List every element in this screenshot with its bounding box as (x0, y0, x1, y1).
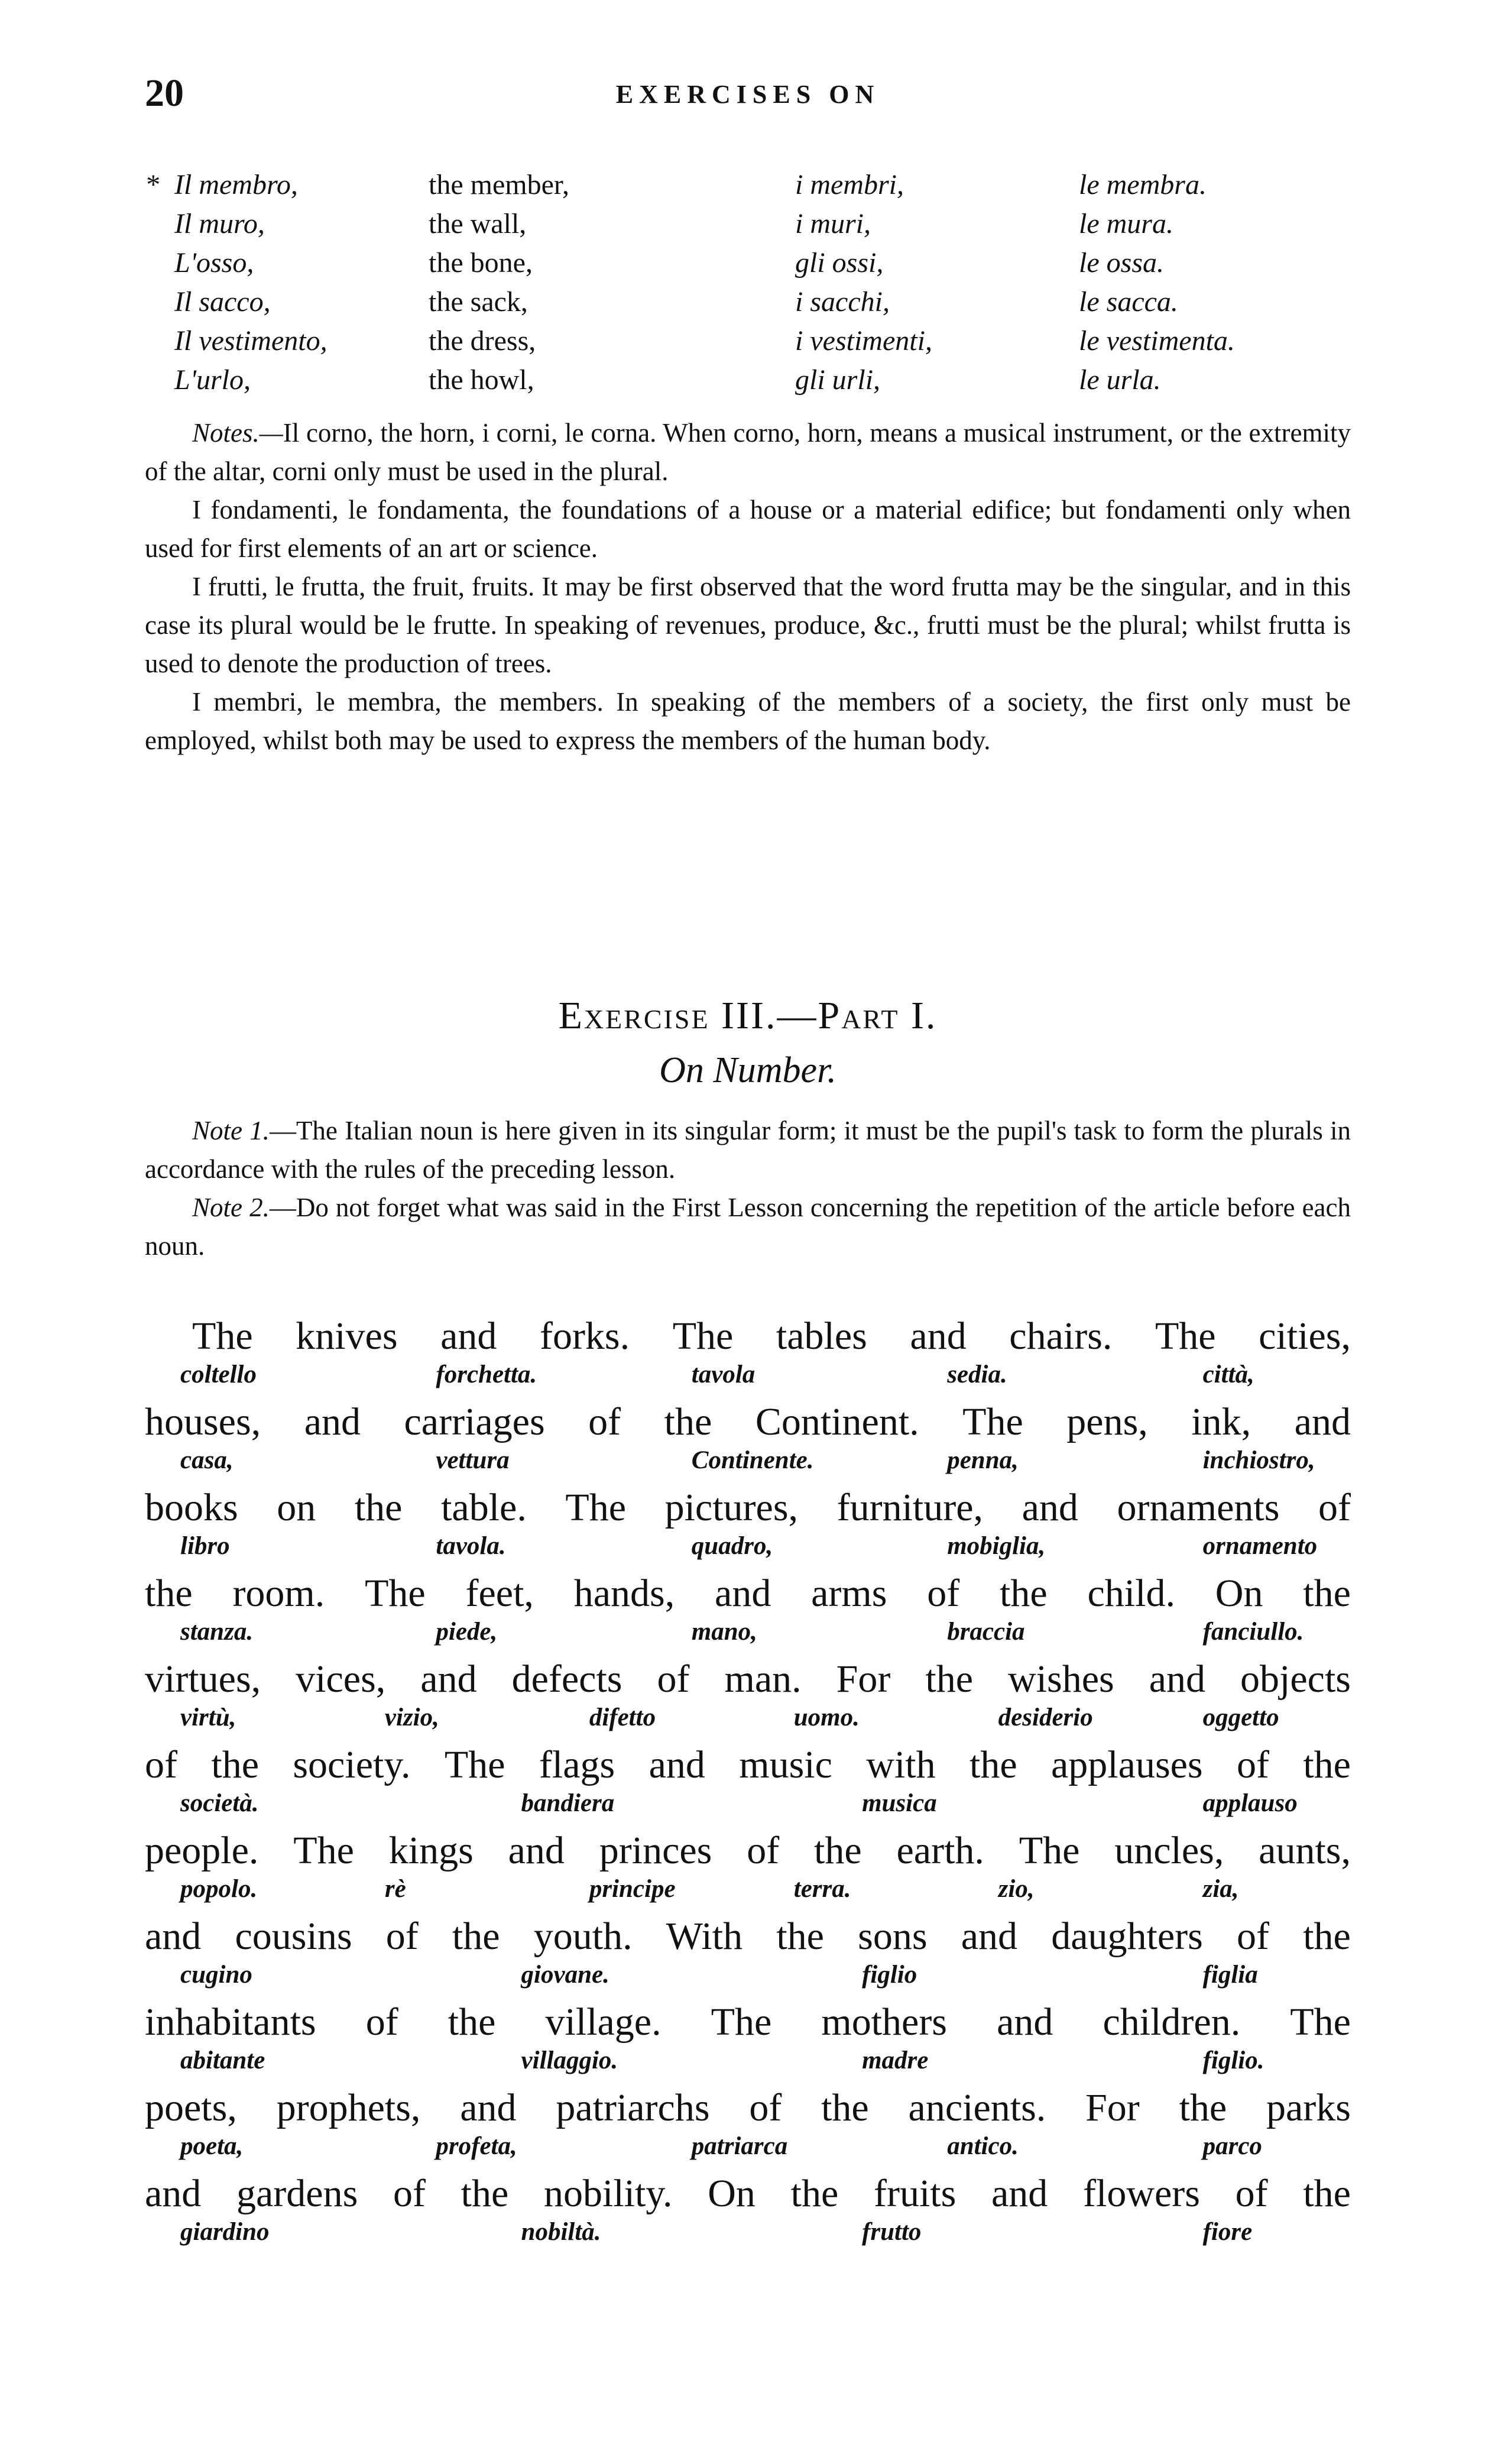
english-word: room. (232, 1572, 325, 1615)
note-text: I membri, le membra, the members. In speaking of the members of a society, the first only must be employed, whilst both may be used to express the members of the human body. (145, 687, 1351, 755)
english-word: aunts, (1259, 1829, 1351, 1872)
exercise-line (145, 2170, 1351, 2256)
english-word: books (145, 1486, 238, 1529)
english-word: flags (539, 1743, 615, 1786)
english-word: of (365, 2000, 398, 2044)
english-sentence (145, 2170, 1351, 2217)
english-word: daughters (1051, 1915, 1203, 1958)
plural-masculine (795, 205, 1079, 244)
english-word: vices, (296, 1657, 386, 1701)
italian-gloss: coltello (180, 1361, 257, 1388)
exercise-line (145, 2084, 1351, 2170)
italian-gloss: forchetta. (436, 1361, 537, 1388)
english-word: prophets, (276, 2086, 421, 2129)
italian-gloss: inchiostro, (1202, 1446, 1315, 1474)
english-meaning (429, 361, 795, 400)
english-word: objects (1240, 1657, 1351, 1701)
english-word: The (1290, 2000, 1351, 2044)
english-word: the (1179, 2086, 1227, 2129)
english-word: wishes (1008, 1657, 1114, 1701)
english-sentence (145, 1827, 1351, 1874)
exercise-notes (145, 1112, 1351, 1265)
english-word: of (747, 1829, 780, 1872)
singular-italian (145, 244, 429, 283)
exercise-line (145, 1570, 1351, 1656)
english-word: the (925, 1657, 973, 1701)
english-word: carriages (404, 1400, 545, 1443)
plural-feminine (1079, 205, 1327, 244)
plural-masculine (795, 283, 1079, 322)
plural-masculine (795, 361, 1079, 400)
italian-gloss-row (145, 2046, 1351, 2081)
exercise-line (145, 1913, 1351, 1999)
english-word: fruits (873, 2172, 956, 2215)
english-word: of (1237, 1915, 1270, 1958)
english-word: arms (811, 1572, 887, 1615)
english-word: of (657, 1657, 690, 1701)
english-sentence (145, 1484, 1351, 1531)
exercise-note (145, 1112, 1351, 1189)
note-paragraph (145, 491, 1351, 568)
english-word: of (927, 1572, 960, 1615)
english-word: village. (545, 2000, 662, 2044)
english-word: child. (1087, 1572, 1175, 1615)
english-word: flowers (1083, 2172, 1200, 2215)
italian-gloss: musica (862, 1789, 937, 1817)
english-sentence (145, 1913, 1351, 1960)
english-word: and (1294, 1400, 1351, 1443)
english-word: The (365, 1572, 426, 1615)
vocab-row (145, 322, 1327, 361)
note-label: Notes.— (192, 418, 283, 448)
singular-italian (145, 361, 429, 400)
english-sentence (145, 1398, 1351, 1446)
english-word: and (145, 1915, 202, 1958)
english-word: society. (293, 1743, 411, 1786)
italian-gloss: mano, (691, 1618, 757, 1646)
english-word: the (1303, 1572, 1351, 1615)
italian-gloss: cugino (180, 1961, 252, 1989)
italian-gloss: difetto (589, 1704, 656, 1731)
english-word: and (440, 1314, 497, 1358)
italian-gloss: fiore (1202, 2218, 1253, 2246)
exercise-line (145, 1999, 1351, 2084)
english-word: the (461, 2172, 509, 2215)
note-text: I fondamenti, le fondamenta, the foundations of a house or a material edifice; but fondamenti only when used for first elements of an art or science. (145, 495, 1351, 563)
english-sentence (145, 1570, 1351, 1617)
cell-text: the howl, (429, 364, 534, 396)
exercise-note (145, 1189, 1351, 1265)
italian-gloss: rè (384, 1875, 406, 1903)
italian-gloss: poeta, (180, 2132, 244, 2160)
italian-gloss: quadro, (691, 1532, 773, 1560)
cell-text: i membri, (795, 169, 904, 200)
english-word: For (836, 1657, 891, 1701)
english-word: applauses (1051, 1743, 1203, 1786)
italian-gloss: terra. (793, 1875, 851, 1903)
english-word: inhabitants (145, 2000, 316, 2044)
english-word: and (460, 2086, 517, 2129)
italian-gloss: parco (1202, 2132, 1262, 2160)
singular-italian (145, 283, 429, 322)
english-word: of (749, 2086, 782, 2129)
italian-gloss: vizio, (384, 1704, 439, 1731)
english-meaning (429, 205, 795, 244)
plural-feminine (1079, 361, 1327, 400)
plural-masculine (795, 322, 1079, 361)
english-word: defects (511, 1657, 622, 1701)
cell-text: le ossa. (1079, 247, 1164, 279)
exercise-line (145, 1484, 1351, 1570)
italian-gloss: principe (589, 1875, 676, 1903)
english-word: For (1085, 2086, 1140, 2129)
italian-gloss: bandiera (521, 1789, 615, 1817)
notes-section (145, 414, 1351, 760)
cell-text: le vestimenta. (1079, 325, 1235, 357)
english-word: chairs. (1009, 1314, 1113, 1358)
english-word: the (1303, 2172, 1351, 2215)
cell-text: le membra. (1079, 169, 1207, 200)
cell-text: the dress, (429, 325, 536, 357)
italian-gloss: figlio (862, 1961, 917, 1989)
english-word: hands, (573, 1572, 675, 1615)
english-word: and (997, 2000, 1053, 2044)
english-sentence (145, 1656, 1351, 1703)
english-word: earth. (896, 1829, 984, 1872)
italian-gloss: tavola (691, 1361, 756, 1388)
english-word: uncles, (1114, 1829, 1224, 1872)
italian-gloss: tavola. (436, 1532, 506, 1560)
english-word: of (1318, 1486, 1351, 1529)
vocab-table (145, 166, 1327, 400)
italian-gloss: uomo. (793, 1704, 860, 1731)
english-word: of (588, 1400, 621, 1443)
italian-gloss-row (145, 1617, 1351, 1653)
italian-gloss-row (145, 1960, 1351, 1996)
cell-text: le sacca. (1079, 286, 1178, 318)
exercise-line (145, 1656, 1351, 1741)
italian-gloss-row (145, 1446, 1351, 1481)
italian-gloss: patriarca (691, 2132, 788, 2160)
page-number: 20 (145, 72, 184, 115)
page-header (145, 71, 1351, 118)
english-word: virtues, (145, 1657, 261, 1701)
english-word: furniture, (836, 1486, 984, 1529)
english-sentence (145, 1313, 1351, 1360)
english-meaning (429, 166, 795, 205)
english-word: and (649, 1743, 705, 1786)
cell-text: i vestimenti, (795, 325, 932, 357)
italian-gloss: giardino (180, 2218, 270, 2246)
vocab-row (145, 166, 1327, 205)
cell-text: the wall, (429, 208, 527, 239)
english-word: pictures, (664, 1486, 799, 1529)
english-word: of (385, 1915, 419, 1958)
english-word: the (814, 1829, 862, 1872)
italian-gloss: braccia (947, 1618, 1025, 1646)
english-word: ornaments (1117, 1486, 1280, 1529)
cell-text: the sack, (429, 286, 528, 318)
english-word: sons (858, 1915, 928, 1958)
english-word: The (1155, 1314, 1216, 1358)
italian-gloss: ornamento (1202, 1532, 1318, 1560)
english-word: ink, (1191, 1400, 1251, 1443)
english-word: mothers (821, 2000, 947, 2044)
english-word: the (354, 1486, 403, 1529)
english-word: The (192, 1314, 253, 1358)
italian-gloss-row (145, 1360, 1351, 1395)
english-word: knives (296, 1314, 398, 1358)
english-sentence (145, 1741, 1351, 1789)
italian-gloss: penna, (947, 1446, 1019, 1474)
plural-feminine (1079, 166, 1327, 205)
cell-text: Il muro, (174, 208, 265, 239)
english-word: poets, (145, 2086, 237, 2129)
exercise-title: Exercise III.—Part I. (558, 994, 938, 1037)
english-word: feet, (465, 1572, 534, 1615)
italian-gloss: profeta, (436, 2132, 517, 2160)
italian-gloss-row (145, 1703, 1351, 1738)
english-sentence (145, 2084, 1351, 2132)
exercise-text (145, 1313, 1351, 2256)
cell-text: the bone, (429, 247, 533, 279)
footnote-asterisk: * (145, 169, 159, 200)
english-word: patriarchs (556, 2086, 710, 2129)
italian-gloss: casa, (180, 1446, 234, 1474)
english-meaning (429, 322, 795, 361)
italian-gloss-row (145, 1874, 1351, 1910)
english-word: with (866, 1743, 936, 1786)
italian-gloss-row (145, 1531, 1351, 1567)
english-word: the (776, 1915, 824, 1958)
italian-gloss: madre (862, 2047, 929, 2074)
english-word: The (444, 1743, 505, 1786)
exercise-line (145, 1827, 1351, 1913)
english-word: On (1215, 1572, 1263, 1615)
italian-gloss: abitante (180, 2047, 265, 2074)
english-word: cousins (235, 1915, 352, 1958)
plural-masculine (795, 244, 1079, 283)
vocab-row (145, 361, 1327, 400)
english-word: nobility. (544, 2172, 673, 2215)
exercise-subtitle: On Number. (659, 1050, 836, 1090)
english-word: princes (599, 1829, 712, 1872)
english-word: the (211, 1743, 259, 1786)
english-word: The (293, 1829, 354, 1872)
english-word: Continent. (755, 1400, 919, 1443)
english-word: of (393, 2172, 426, 2215)
italian-gloss: figlia (1202, 1961, 1258, 1989)
italian-gloss: antico. (947, 2132, 1019, 2160)
italian-gloss: figlio. (1202, 2047, 1264, 2074)
italian-gloss: mobiglia, (947, 1532, 1046, 1560)
english-word: With (666, 1915, 743, 1958)
note-text: I frutti, le frutta, the fruit, fruits. It may be first observed that the word frutta may be the singular, and in this case its plural would be le frutte. In speaking of revenues, produce, &c., frutti must be the plural; whilst frutta is used to denote the production of trees. (145, 572, 1351, 678)
english-word: and (715, 1572, 771, 1615)
english-word: ancients. (908, 2086, 1046, 2129)
english-word: The (565, 1486, 627, 1529)
cell-text: Il vestimento, (174, 325, 328, 357)
italian-gloss: villaggio. (521, 2047, 618, 2074)
cell-text: the member, (429, 169, 569, 200)
english-word: tables (776, 1314, 867, 1358)
exercise-note-text: —The Italian noun is here given in its singular form; it must be the pupil's task to form the plurals in accordance with the rules of the preceding lesson. (145, 1116, 1351, 1184)
english-word: on (277, 1486, 316, 1529)
italian-gloss: zia, (1202, 1875, 1239, 1903)
english-word: and (145, 2172, 202, 2215)
english-word: and (508, 1829, 565, 1872)
plural-feminine (1079, 283, 1327, 322)
cell-text: le mura. (1079, 208, 1173, 239)
italian-gloss: applauso (1202, 1789, 1298, 1817)
plural-masculine (795, 166, 1079, 205)
english-word: the (790, 2172, 839, 2215)
english-word: music (739, 1743, 832, 1786)
note-paragraph (145, 683, 1351, 760)
italian-gloss: fanciullo. (1202, 1618, 1304, 1646)
cell-text: i muri, (795, 208, 871, 239)
vocab-row (145, 205, 1327, 244)
italian-gloss: virtù, (180, 1704, 236, 1731)
plural-feminine (1079, 244, 1327, 283)
cell-text: gli urli, (795, 364, 881, 396)
cell-text: Il sacco, (174, 286, 271, 318)
italian-gloss-row (145, 1789, 1351, 1824)
english-word: The (962, 1400, 1023, 1443)
plural-feminine (1079, 322, 1327, 361)
italian-gloss: desiderio (998, 1704, 1093, 1731)
singular-italian (145, 322, 429, 361)
italian-gloss: stanza. (180, 1618, 254, 1646)
english-word: pens, (1066, 1400, 1148, 1443)
english-word: On (708, 2172, 756, 2215)
cell-text: gli ossi, (795, 247, 884, 279)
english-word: people. (145, 1829, 259, 1872)
italian-gloss: società. (180, 1789, 259, 1817)
english-word: and (961, 1915, 1018, 1958)
english-word: The (711, 2000, 772, 2044)
italian-gloss-row (145, 2217, 1351, 2253)
english-word: kings (388, 1829, 474, 1872)
english-word: cities, (1259, 1314, 1351, 1358)
english-word: houses, (145, 1400, 261, 1443)
english-word: the (1303, 1915, 1351, 1958)
english-meaning (429, 244, 795, 283)
cell-text: L'osso, (174, 247, 254, 279)
english-word: table. (441, 1486, 527, 1529)
english-word: and (420, 1657, 477, 1701)
running-head: EXERCISES ON (615, 80, 880, 109)
note-paragraph (145, 568, 1351, 683)
english-word: the (821, 2086, 869, 2129)
english-word: forks. (539, 1314, 630, 1358)
note-paragraph (145, 414, 1351, 491)
english-word: and (991, 2172, 1048, 2215)
italian-gloss: giovane. (521, 1961, 609, 1989)
exercise-line (145, 1398, 1351, 1484)
italian-gloss: frutto (862, 2218, 922, 2246)
exercise-line (145, 1313, 1351, 1398)
italian-gloss: nobiltà. (521, 2218, 601, 2246)
italian-gloss: libro (180, 1532, 230, 1560)
english-word: the (664, 1400, 712, 1443)
singular-italian (145, 205, 429, 244)
italian-gloss: città, (1202, 1361, 1254, 1388)
italian-gloss: Continente. (691, 1446, 814, 1474)
english-meaning (429, 283, 795, 322)
english-sentence (145, 1999, 1351, 2046)
english-word: the (448, 2000, 496, 2044)
english-word: and (1149, 1657, 1205, 1701)
english-word: and (910, 1314, 967, 1358)
english-word: man. (724, 1657, 802, 1701)
english-word: and (304, 1400, 361, 1443)
singular-italian (145, 166, 429, 205)
exercise-note-label: Note 2. (192, 1193, 270, 1222)
italian-gloss: oggetto (1202, 1704, 1279, 1731)
italian-gloss: zio, (998, 1875, 1035, 1903)
english-word: the (452, 1915, 500, 1958)
english-word: the (970, 1743, 1017, 1786)
exercise-line (145, 1741, 1351, 1827)
english-word: The (1019, 1829, 1080, 1872)
exercise-note-label: Note 1. (192, 1116, 270, 1145)
cell-text: le urla. (1079, 364, 1161, 396)
vocab-row (145, 244, 1327, 283)
english-word: The (672, 1314, 734, 1358)
italian-gloss-row (145, 2132, 1351, 2167)
english-word: of (145, 1743, 177, 1786)
english-word: youth. (533, 1915, 633, 1958)
italian-gloss: vettura (436, 1446, 510, 1474)
english-word: the (145, 1572, 193, 1615)
exercise-note-text: —Do not forget what was said in the First Lesson concerning the repetition of the article before each noun. (145, 1193, 1351, 1261)
vocab-row (145, 283, 1327, 322)
english-word: of (1236, 1743, 1269, 1786)
english-word: gardens (236, 2172, 358, 2215)
italian-gloss: sedia. (947, 1361, 1007, 1388)
english-word: the (1000, 1572, 1048, 1615)
english-word: and (1022, 1486, 1078, 1529)
note-text: Il corno, the horn, i corni, le corna. When corno, horn, means a musical instrument, or the extremity of the altar, corni only must be used in the plural. (145, 418, 1351, 486)
english-word: parks (1266, 2086, 1351, 2129)
cell-text: L'urlo, (174, 364, 251, 396)
english-word: of (1235, 2172, 1268, 2215)
cell-text: i sacchi, (795, 286, 890, 318)
english-word: the (1303, 1743, 1351, 1786)
italian-gloss: piede, (436, 1618, 498, 1646)
italian-gloss: popolo. (180, 1875, 258, 1903)
english-word: children. (1103, 2000, 1241, 2044)
cell-text: Il membro, (174, 169, 298, 200)
